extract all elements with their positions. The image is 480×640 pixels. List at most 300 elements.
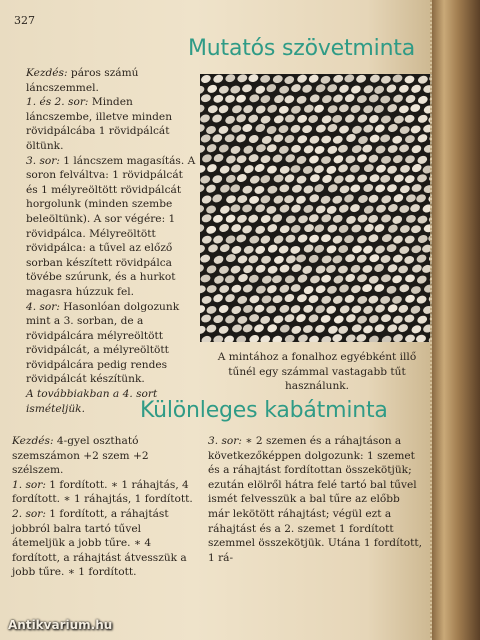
stitch xyxy=(254,224,266,235)
stitch xyxy=(259,334,271,342)
stitch xyxy=(236,194,248,204)
stitch xyxy=(393,115,405,125)
stitch xyxy=(337,143,349,153)
stitch xyxy=(242,323,254,334)
stitch xyxy=(235,93,247,104)
stitch xyxy=(410,83,422,94)
stitch xyxy=(296,114,308,125)
stitch xyxy=(272,234,284,245)
stitch xyxy=(205,143,217,154)
stitch xyxy=(241,83,253,93)
stitch xyxy=(350,84,362,95)
stitch xyxy=(369,133,381,143)
stitch xyxy=(212,254,224,265)
stitch xyxy=(345,215,357,226)
stitch xyxy=(410,285,422,295)
stitch xyxy=(320,75,332,86)
stitch xyxy=(331,333,343,342)
stitch xyxy=(357,135,369,146)
stitch xyxy=(200,263,205,274)
stitch xyxy=(392,93,404,104)
stitch xyxy=(290,144,302,154)
stitch xyxy=(404,74,416,84)
section-title-mutatos: Mutatós szövetminta xyxy=(188,36,416,61)
stitch xyxy=(254,122,266,133)
stitch xyxy=(247,254,259,265)
stitch xyxy=(218,324,230,335)
stitch xyxy=(283,133,295,144)
stitch xyxy=(410,324,422,335)
stitch xyxy=(326,122,338,133)
stitch xyxy=(303,223,315,233)
stitch xyxy=(313,164,325,174)
stitch xyxy=(236,295,248,306)
stitch xyxy=(201,295,213,305)
stitch xyxy=(218,143,230,153)
stitch xyxy=(278,283,290,294)
stitch xyxy=(248,294,260,304)
stitch xyxy=(217,124,229,135)
stitch xyxy=(343,234,355,244)
stitch xyxy=(248,333,260,342)
stitch xyxy=(409,304,421,315)
row-label: 2. sor: xyxy=(12,507,46,520)
stitch xyxy=(416,173,428,183)
instructions-column-2-left xyxy=(12,434,196,580)
stitch xyxy=(344,294,356,305)
stitch xyxy=(315,124,327,134)
stitch xyxy=(343,193,355,204)
stitch xyxy=(255,143,267,153)
stitch xyxy=(224,133,236,143)
stitch xyxy=(338,283,350,294)
stitch xyxy=(243,164,255,175)
stitch xyxy=(392,234,404,245)
stitch xyxy=(225,194,237,204)
stitch xyxy=(351,323,363,333)
stitch xyxy=(219,164,231,175)
stitch xyxy=(326,223,338,234)
stitch xyxy=(205,323,217,333)
book-spine xyxy=(432,0,480,640)
stitch xyxy=(260,255,272,265)
stitch xyxy=(320,233,332,243)
stitch xyxy=(339,304,351,315)
stitch xyxy=(224,274,236,285)
stitch xyxy=(254,84,266,95)
stitch xyxy=(201,234,213,245)
stitch xyxy=(296,95,308,105)
stitch xyxy=(200,74,212,85)
stitch xyxy=(254,163,266,174)
stitch xyxy=(229,85,241,95)
stitch xyxy=(279,165,291,175)
stitch xyxy=(385,83,397,94)
stitch xyxy=(272,314,284,324)
stitch xyxy=(236,154,248,165)
stitch xyxy=(279,323,291,333)
stitch xyxy=(231,104,243,115)
stitch xyxy=(248,93,260,103)
stitch xyxy=(320,213,332,224)
stitch xyxy=(261,135,273,146)
stitch xyxy=(271,213,283,224)
stitch xyxy=(218,264,230,275)
stitch xyxy=(314,304,326,315)
stitch xyxy=(320,294,332,305)
row-label: 3. sor: xyxy=(26,154,60,167)
stitch xyxy=(218,84,230,94)
stitch xyxy=(380,273,392,283)
stitch xyxy=(255,104,267,115)
stitch xyxy=(206,83,218,94)
stitch xyxy=(374,244,386,255)
stitch xyxy=(302,165,314,175)
stitch xyxy=(338,83,350,94)
stitch xyxy=(309,173,321,184)
stitch xyxy=(303,103,315,114)
stitch xyxy=(205,125,217,135)
stitch xyxy=(200,174,211,184)
stitch xyxy=(200,123,206,134)
stitch xyxy=(200,284,207,294)
stitch xyxy=(278,144,290,155)
stitch xyxy=(302,144,314,155)
stitch xyxy=(229,145,241,156)
stitch xyxy=(230,163,242,174)
stitch xyxy=(212,214,224,224)
stitch xyxy=(272,194,284,205)
stitch xyxy=(356,273,368,283)
stitch xyxy=(337,324,349,335)
stitch xyxy=(272,74,284,84)
stitch xyxy=(308,74,320,84)
stitch xyxy=(295,313,307,324)
row-label: 1. és 2. sor: xyxy=(26,96,89,109)
stitch xyxy=(285,233,297,243)
stitch xyxy=(404,333,416,342)
stitch xyxy=(285,254,297,265)
paragraph-text: 1 láncszem magasítás. A soron felváltva: 1 rövidpálcát és 1 mélyreöltött rövidpálcát horgolunk (minden szembe beleöltünk). A sor végére: 1 rövidpálca. Mélyreöltött rövidpálca: a tűvel az előző sorban készített rövidpálca tövébe szúrunk, és a hurkot magasra húzzuk fel. xyxy=(26,154,196,298)
stitch xyxy=(206,284,218,294)
stitch xyxy=(369,74,381,84)
stitch xyxy=(200,164,206,174)
stitch xyxy=(373,262,385,273)
stitch xyxy=(230,283,242,293)
stitch xyxy=(416,154,428,165)
stitch xyxy=(331,234,343,245)
instructions-column-1 xyxy=(26,66,196,416)
stitch xyxy=(308,234,320,244)
stitch xyxy=(379,295,391,305)
stitch xyxy=(224,94,236,104)
stitch xyxy=(205,204,217,214)
paragraph-text: páros számú láncszemmel. xyxy=(26,67,139,94)
stitch xyxy=(241,224,253,235)
stitch xyxy=(392,254,404,264)
stitch xyxy=(380,213,392,224)
stitch xyxy=(230,124,242,134)
stitch xyxy=(201,213,213,224)
stitch xyxy=(350,223,362,233)
stitch xyxy=(368,114,380,125)
stitch xyxy=(236,173,248,183)
stitch xyxy=(212,94,224,104)
stitch xyxy=(201,153,213,164)
stitch xyxy=(308,213,320,224)
stitch xyxy=(411,163,423,174)
stitch xyxy=(345,333,357,342)
stitch xyxy=(248,133,260,144)
stitch xyxy=(374,123,386,134)
stitch xyxy=(266,284,278,295)
stitch xyxy=(321,254,333,264)
stitch xyxy=(368,93,380,104)
stitch xyxy=(289,304,301,315)
stitch xyxy=(326,144,338,155)
stitch xyxy=(290,164,302,174)
stitch xyxy=(200,144,206,154)
stitch xyxy=(267,265,279,275)
stitch xyxy=(404,94,416,105)
stitch xyxy=(211,133,223,144)
stitch xyxy=(362,244,374,255)
stitch xyxy=(343,74,355,84)
stitch xyxy=(205,225,217,235)
stitch xyxy=(230,223,242,234)
stitch xyxy=(283,292,295,303)
stitch xyxy=(279,263,291,273)
stitch xyxy=(289,245,301,255)
stitch xyxy=(417,215,429,225)
stitch xyxy=(403,255,415,265)
stitch xyxy=(367,153,379,164)
stitch xyxy=(255,284,267,294)
paragraph-text: 1 fordított, a ráhajtást jobbról balra tartó tűvel átemeljük a jobb tűre. ∗ 4 fordított, a ráhajtást átvesszük a jobb tűre. ∗ 1 fordított. xyxy=(12,507,187,579)
stitch xyxy=(309,93,321,104)
stitch xyxy=(386,263,398,274)
stitch xyxy=(200,194,212,205)
stitch xyxy=(290,263,302,274)
stitch xyxy=(206,305,218,315)
stitch xyxy=(253,323,265,334)
stitch xyxy=(349,263,361,274)
stitch xyxy=(363,204,375,215)
stitch xyxy=(211,193,223,204)
stitch xyxy=(374,183,386,193)
stitch xyxy=(321,94,333,105)
stitch xyxy=(265,83,277,94)
stitch xyxy=(248,153,260,163)
stitch xyxy=(332,294,344,305)
stitch xyxy=(241,184,253,195)
stitch xyxy=(302,204,314,215)
stitch xyxy=(259,234,271,245)
stitch xyxy=(417,75,429,85)
stitch xyxy=(271,274,283,284)
stitch xyxy=(290,324,302,335)
row-label: 1. sor: xyxy=(12,478,46,491)
stitch xyxy=(315,83,327,94)
stitch xyxy=(308,154,320,165)
stitch xyxy=(290,104,302,115)
stitch xyxy=(416,314,428,325)
stitch xyxy=(398,84,410,95)
stitch xyxy=(398,204,410,214)
stitch xyxy=(332,74,344,84)
stitch xyxy=(345,313,357,324)
stitch xyxy=(212,293,224,304)
stitch xyxy=(267,243,279,254)
stitch xyxy=(242,283,254,294)
stitch xyxy=(278,124,290,134)
stitch xyxy=(279,224,291,235)
stitch xyxy=(266,223,278,234)
stitch xyxy=(249,174,261,185)
stitch xyxy=(225,174,237,185)
stitch xyxy=(254,203,266,214)
stitch xyxy=(362,104,374,115)
stitch xyxy=(235,233,247,243)
stitch xyxy=(213,153,225,164)
stitch xyxy=(290,283,302,293)
stitch xyxy=(411,263,423,274)
stitch xyxy=(308,253,320,264)
stitch xyxy=(296,293,308,303)
stitch xyxy=(326,285,338,296)
stitch xyxy=(205,183,217,194)
stitch xyxy=(259,174,271,185)
stitch xyxy=(391,214,403,225)
stitch xyxy=(398,143,410,153)
stitch xyxy=(200,154,201,165)
stitch xyxy=(272,294,284,304)
photo-caption: A mintához a fonalhoz egyébként illő tűnél egy számmal vastagabb tűt használunk. xyxy=(217,351,417,392)
stitch xyxy=(404,234,416,244)
stitch xyxy=(357,213,369,223)
stitch xyxy=(200,313,212,323)
stitch xyxy=(375,144,387,154)
stitch xyxy=(369,173,381,183)
stitch xyxy=(259,74,271,84)
stitch xyxy=(241,123,253,133)
stitch xyxy=(345,154,357,164)
stitch xyxy=(392,333,404,342)
stitch xyxy=(284,113,296,123)
stitch xyxy=(380,74,392,85)
stitch xyxy=(283,94,295,105)
stitch xyxy=(308,294,320,305)
stitch xyxy=(218,284,230,294)
stitch xyxy=(200,223,205,234)
stitch xyxy=(392,193,404,204)
stitch xyxy=(266,103,278,114)
stitch xyxy=(235,113,247,124)
stitch xyxy=(259,94,271,105)
stitch xyxy=(351,124,363,135)
stitch xyxy=(387,223,399,234)
stitch xyxy=(337,264,349,274)
stitch xyxy=(338,223,350,234)
stitch xyxy=(296,233,308,244)
stitch xyxy=(345,132,357,143)
stitch xyxy=(315,204,327,214)
stitch xyxy=(248,195,260,205)
stitch xyxy=(200,113,211,124)
stitch xyxy=(297,333,309,342)
stitch xyxy=(356,314,368,325)
stitch xyxy=(207,243,219,254)
stitch xyxy=(265,304,277,314)
stitch xyxy=(332,93,344,104)
stitch xyxy=(380,194,392,205)
stitch xyxy=(296,134,308,145)
stitch xyxy=(247,213,259,224)
stitch xyxy=(213,274,225,285)
stitch xyxy=(229,183,241,194)
paragraph xyxy=(26,95,196,153)
stitch xyxy=(363,163,375,173)
stitch xyxy=(236,254,248,265)
stitch xyxy=(219,204,231,215)
stitch xyxy=(349,183,361,193)
stitch xyxy=(332,274,344,285)
stitch xyxy=(379,94,391,104)
stitch xyxy=(259,194,271,205)
stitch xyxy=(285,214,297,224)
stitch xyxy=(338,124,350,134)
stitch xyxy=(230,245,242,256)
stitch xyxy=(373,283,385,293)
stitch xyxy=(308,134,320,145)
stitch xyxy=(404,314,416,324)
stitch xyxy=(302,243,314,254)
stitch xyxy=(241,203,253,213)
stitch xyxy=(283,173,295,184)
stitch xyxy=(278,304,290,315)
stitch xyxy=(217,104,229,115)
paragraph-text: ∗ 2 szemen és a ráhajtáson a következőképpen dolgozunk: 1 szemet és a ráhajtást fordítottan összekötjük; ezután elölről hátra felé tartó bal tűvel ismét felvesszük a bal tűre az előbb már lekötött ráhajtást; végül ezt a ráhajtást és a 2. szemet 1 fordított szemmel összekötjük. Utána 1 fordított, 1 rá- xyxy=(208,435,422,564)
stitch xyxy=(416,295,428,305)
stitch xyxy=(308,193,320,204)
stitch xyxy=(367,294,379,305)
stitch xyxy=(266,323,278,334)
stitch xyxy=(200,324,207,335)
paragraph xyxy=(12,478,196,507)
stitch xyxy=(410,224,422,234)
stitch xyxy=(309,274,321,284)
stitch xyxy=(301,264,313,275)
stitch xyxy=(327,104,339,115)
stitch xyxy=(296,273,308,284)
stitch xyxy=(271,153,283,164)
stitch xyxy=(265,205,277,215)
paragraph xyxy=(12,507,196,580)
stitch xyxy=(225,154,237,165)
stitch xyxy=(320,274,332,284)
stitch xyxy=(295,194,307,205)
stitch xyxy=(362,324,374,335)
stitch xyxy=(242,304,254,314)
stitch xyxy=(272,133,284,143)
stitch xyxy=(283,75,295,86)
stitch xyxy=(325,304,337,315)
row-label: 3. sor: xyxy=(208,435,242,447)
stitch xyxy=(349,164,361,174)
stitch xyxy=(399,184,411,195)
stitch xyxy=(326,205,338,216)
stitch xyxy=(265,124,277,135)
